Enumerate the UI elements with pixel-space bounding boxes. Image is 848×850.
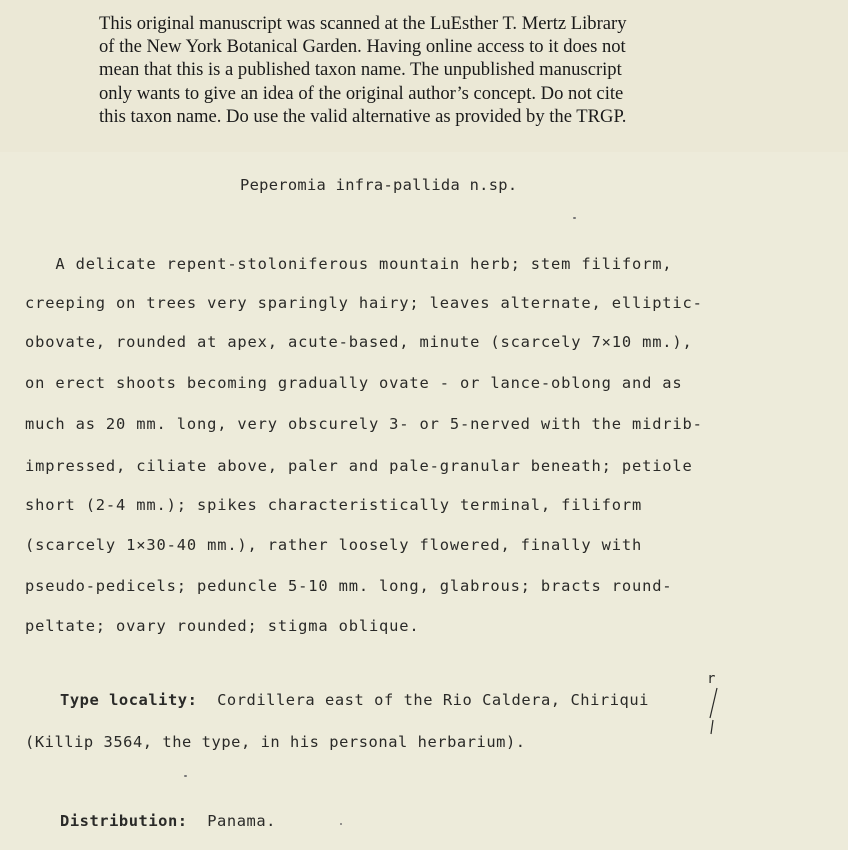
type-locality-continuation: (Killip 3564, the type, in his personal herbarium). — [25, 733, 526, 751]
description-line: on erect shoots becoming gradually ovate - or lance-oblong and as — [25, 374, 683, 392]
notice-line: This original manuscript was scanned at the LuEsther T. Mertz Library — [99, 13, 627, 34]
handwritten-correction-mark: r — [707, 671, 716, 687]
description-line: (scarcely 1×30-40 mm.), rather loosely flowered, finally with — [25, 536, 643, 554]
description-line: obovate, rounded at apex, acute-based, minute (scarcely 7×10 mm.), — [25, 333, 693, 351]
type-locality-label: Type locality: — [60, 691, 198, 709]
notice-line: only wants to give an idea of the original author’s concept. Do not cite — [99, 82, 624, 104]
notice-line: mean that this is a published taxon name. The unpublished manuscript — [99, 59, 622, 81]
distribution-line — [60, 812, 276, 830]
description-line: pseudo-pedicels; peduncle 5-10 mm. long, glabrous; bracts round- — [25, 577, 673, 595]
distribution-text: Panama. — [187, 812, 276, 830]
species-title: Peperomia infra-pallida n.sp. — [240, 176, 518, 194]
description-line: A delicate repent-stoloniferous mountain herb; stem filiform, — [25, 255, 673, 273]
notice-line: of the New York Botanical Garden. Having online access to it does not — [99, 36, 626, 58]
description-line: creeping on trees very sparingly hairy; leaves alternate, elliptic- — [25, 294, 703, 312]
distribution-label: Distribution: — [60, 812, 188, 830]
type-locality-text: Cordillera east of the Rio Caldera, Chiriqui — [197, 691, 649, 709]
type-locality-line — [60, 691, 649, 709]
paper-speck — [184, 775, 187, 777]
description-line: short (2-4 mm.); spikes characteristically terminal, filiform — [25, 496, 643, 514]
correction-stroke-icon — [704, 686, 722, 736]
library-notice-banner — [0, 0, 848, 152]
paper-speck — [573, 217, 576, 219]
notice-line: this taxon name. Do use the valid alternative as provided by the TRGP. — [99, 105, 627, 127]
description-line: impressed, ciliate above, paler and pale-granular beneath; petiole — [25, 457, 693, 475]
description-line: much as 20 mm. long, very obscurely 3- or 5-nerved with the midrib- — [25, 415, 703, 433]
library-notice-text — [99, 12, 739, 128]
paper-speck — [340, 823, 342, 825]
description-line: peltate; ovary rounded; stigma oblique. — [25, 617, 420, 635]
